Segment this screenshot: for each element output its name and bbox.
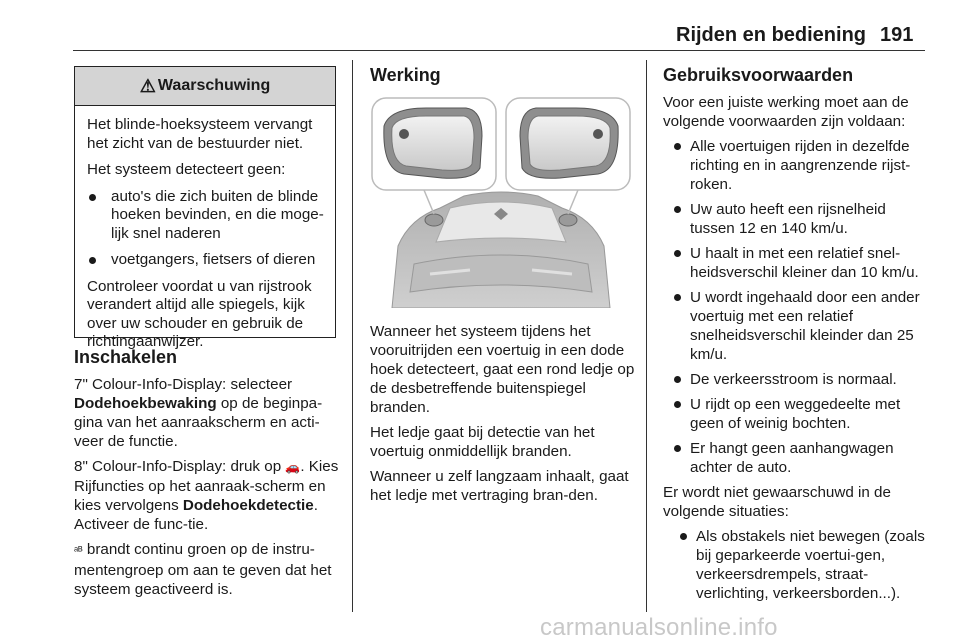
bullet-dot: [674, 206, 681, 213]
bullet-dot: [680, 533, 687, 540]
list-item-text: U rijdt op een weggedeelte met geen of weinig bochten.: [690, 396, 901, 432]
paragraph: [74, 540, 339, 599]
section-inschakelen: [74, 348, 339, 605]
warning-paragraph: Het blinde-hoeksysteem vervangt het zicht van de bestuurder niet.: [87, 116, 313, 152]
text: 7" Colour-Info-Display: selecteer: [74, 376, 293, 393]
list-item-text: auto's die zich buiten de blinde hoeken bevinden, en die moge-lijk snel naderen: [111, 187, 324, 242]
list-item-text: Er hangt geen aanhangwagen achter de auto.: [690, 440, 894, 476]
paragraph: Wanneer u zelf langzaam inhaalt, gaat het ledje met vertraging bran-den.: [370, 468, 629, 504]
list-item-text: voetgangers, fietsers of dieren: [111, 251, 316, 268]
blind-spot-indicator-icon: ᵃᴮ: [74, 545, 83, 557]
bullet-dot: [89, 194, 96, 201]
werking-heading-wrap: [370, 66, 441, 85]
list-item-text: U haalt in met een relatief snel-heidsverschil kleiner dan 10 km/u.: [690, 245, 919, 281]
bullet-dot: [674, 250, 681, 257]
bullet-dot: [89, 257, 96, 264]
text: . Activeer de func-tie.: [74, 497, 318, 533]
text: . Kies Rijfuncties op het aanraak-scherm en kies vervolgens: [74, 458, 339, 514]
watermark: carmanualsonline.info: [540, 614, 778, 641]
bullet-dot: [674, 143, 681, 150]
car-mirror-illustration: [370, 96, 632, 308]
list-item-text: Alle voertuigen rijden in dezelfde richting en in aangrenzende rijst-roken.: [690, 138, 911, 193]
list-item: [87, 251, 326, 270]
list-item: [87, 188, 326, 244]
warning-paragraph: Controleer voordat u van rijstrook verandert altijd alle spiegels, kijk over uw schouder en gebruik de richtingaanwijzer.: [87, 277, 312, 350]
column-divider-left: [352, 60, 353, 612]
bullet-dot: [674, 294, 681, 301]
list-item: [669, 527, 928, 603]
bullet-dot: [674, 445, 681, 452]
list-item-text: Als obstakels niet bewegen (zoals bij geparkeerde voertui-gen, verkeersdrempels, straat-verlichting, verkeersborden...).: [696, 528, 925, 602]
bold-term: Dodehoekbewaking: [74, 395, 217, 412]
list-item: [663, 288, 928, 364]
paragraph: Wanneer het systeem tijdens het vooruitrijden een voertuig in een dode hoek detecteert, gaat een rond ledje op de desbetreffende buitenspiegel branden.: [370, 323, 635, 416]
list-item: [663, 200, 928, 238]
page-number: 191: [880, 24, 914, 46]
paragraph: [74, 375, 339, 451]
bullet-dot: [674, 401, 681, 408]
paragraph: Er wordt niet gewaarschuwd in de volgende situaties:: [663, 484, 891, 520]
list-item: [663, 370, 928, 389]
warning-box: [74, 66, 336, 350]
chapter-title: Rijden en bediening: [676, 24, 867, 46]
warning-body: [75, 106, 335, 352]
paragraph: [74, 457, 339, 534]
section-gebruiksvoorwaarden: [663, 66, 928, 609]
warning-paragraph: Het systeem detecteert geen:: [87, 161, 286, 178]
text: brandt continu groen op de instru-mentengroep om aan te geven dat het systeem geactiveerd is.: [74, 541, 332, 598]
list-item: [663, 439, 928, 477]
column-divider-right: [646, 60, 647, 612]
warning-header: [75, 67, 335, 106]
list-item: [663, 244, 928, 282]
list-item: [663, 137, 928, 194]
paragraph: Het ledje gaat bij detectie van het voertuig onmiddellijk branden.: [370, 424, 595, 460]
list-item-text: Uw auto heeft een rijsnelheid tussen 12 en 140 km/u.: [690, 201, 886, 237]
list-item: [663, 395, 928, 433]
section-heading: Werking: [370, 65, 441, 85]
warning-title: Waarschuwing: [157, 77, 271, 94]
text: op de beginpa-gina van het aanraakscherm en acti-veer de functie.: [74, 395, 323, 450]
section-heading: Inschakelen: [74, 347, 178, 367]
warning-triangle-icon: ⚠: [139, 75, 156, 96]
paragraph: Voor een juiste werking moet aan de volgende voorwaarden zijn voldaan:: [663, 94, 909, 130]
text: 8" Colour-Info-Display: druk op: [74, 458, 286, 475]
car-icon: 🚗: [285, 460, 301, 474]
header-rule: [73, 50, 925, 51]
section-heading: Gebruiksvoorwaarden: [663, 65, 854, 85]
list-item-text: U wordt ingehaald door een ander voertuig met een relatief snelheidsverschil kleinder dan 25 km/u.: [690, 289, 920, 363]
list-item-text: De verkeersstroom is normaal.: [690, 371, 897, 388]
bullet-dot: [674, 376, 681, 383]
section-werking: [370, 322, 640, 505]
bold-term: Dodehoekdetectie: [182, 497, 314, 514]
